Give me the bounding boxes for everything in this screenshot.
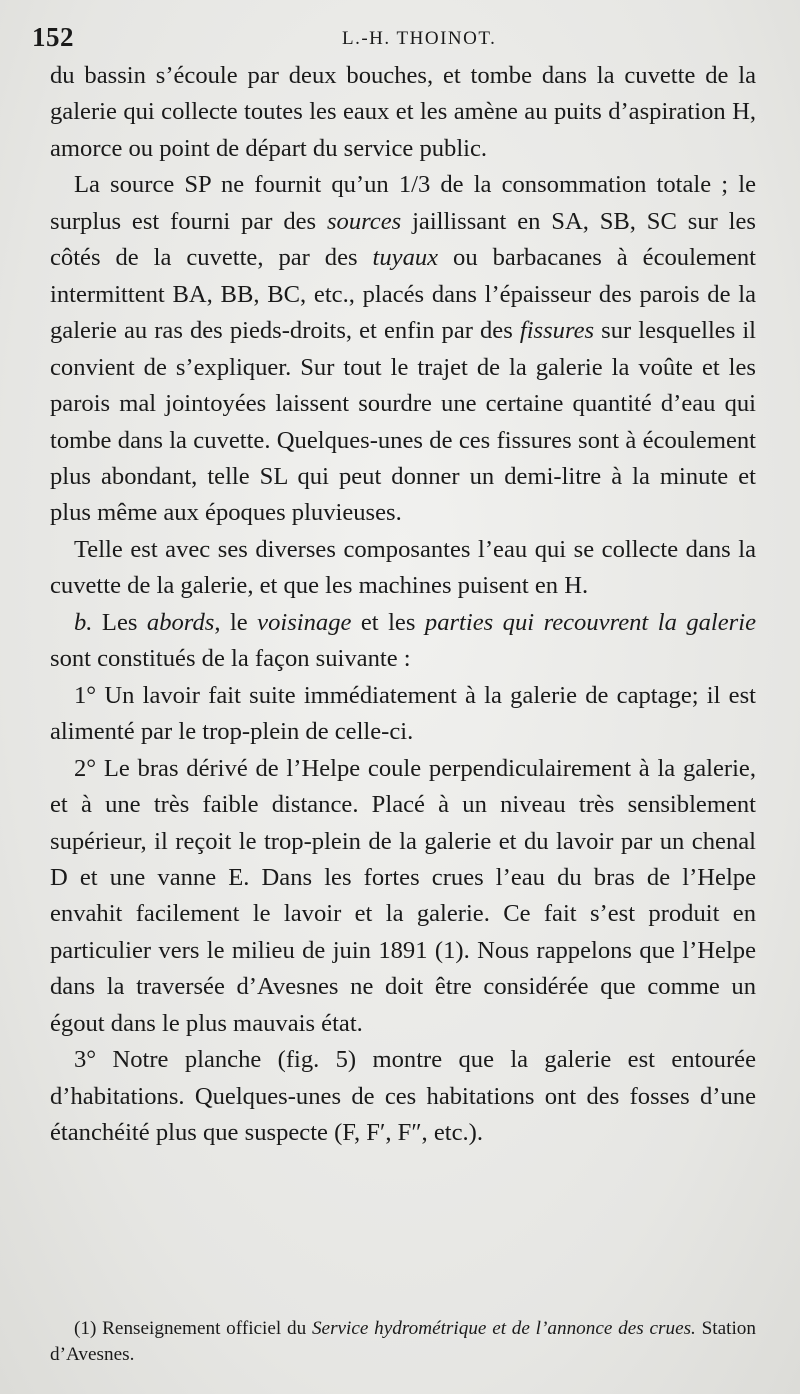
page-number: 152 bbox=[32, 22, 74, 52]
paragraph-2-emphasis-tuyaux: tuyaux bbox=[372, 244, 439, 272]
paragraph-4-text-1: Les bbox=[92, 608, 147, 636]
paragraph-4-emphasis-parties: parties qui recouvrent la galerie bbox=[424, 608, 756, 636]
paragraph-4 bbox=[50, 605, 756, 678]
paragraph-2-emphasis-fissures: fissures bbox=[519, 317, 595, 345]
paragraph-3: Telle est avec ses diverses composantes l’eau qui se collecte dans la cuvette de la galerie, et que les machines puisent en H. bbox=[50, 535, 756, 600]
footnote-text-1: (1) Renseignement officiel du bbox=[74, 1318, 312, 1339]
paragraph-1: du bassin s’écoule par deux bouches, et tombe dans la cuvette de la galerie qui collecte toutes les eaux et les amène au puits d’aspiration H, amorce ou point de départ du service public. bbox=[50, 62, 756, 162]
paragraph-6: 2° Le bras dérivé de l’Helpe coule perpendiculairement à la galerie, et à une très faible distance. Placé à un niveau très sensiblement supérieur, il reçoit le trop-plein de la galerie et du lavoir par un chenal D et une vanne E. Dans les fortes crues l’eau du bras de l’Helpe envahit facilement le lavoir et la galerie. Ce fait s’est produit en particulier vers le milieu de juin 1891 (1). Nous rappelons que l’Helpe dans la traversée d’Avesnes ne doit être considérée que comme un égout dans le plus mauvais état. bbox=[50, 754, 756, 1037]
paragraph-4-text-4: sont constitués de la façon suivante : bbox=[50, 645, 411, 673]
paragraph-4-emphasis-voisinage: voisinage bbox=[257, 608, 352, 636]
paragraph-2-text-4: sur lesquelles il convient de s’expliquer. Sur tout le trajet de la galerie la voûte et les parois mal jointoyées laissent sourdre une certaine quantité d’eau qui tombe dans la cuvette. Quelques-unes de ces fissures sont à écoulement plus abondant, telle SL qui peut donner un demi-litre à la minute et plus même aux époques pluvieuses. bbox=[50, 317, 756, 527]
paragraph-4-emphasis-abords: abords bbox=[146, 608, 215, 636]
body-text bbox=[50, 58, 756, 1152]
paragraph-2 bbox=[50, 167, 756, 532]
footnote-emphasis-service: Service hydrométrique et de l’annonce des crues. bbox=[311, 1318, 696, 1339]
paragraph-7: 3° Notre planche (fig. 5) montre que la galerie est entourée d’habitations. Quelques-unes de ces habitations ont des fosses d’une étanchéité plus que suspecte (F, F′, F″, etc.). bbox=[50, 1046, 756, 1147]
paragraph-5: 1° Un lavoir fait suite immédiatement à la galerie de captage; il est alimenté par le trop-plein de celle-ci. bbox=[50, 681, 756, 746]
paragraph-2-text-3: ou barbacanes à écoulement intermittent BA, BB, BC, etc., placés dans l’épaisseur des parois de la galerie au ras des pieds-droits, et enfin par des bbox=[50, 244, 756, 345]
footnote-text bbox=[50, 1316, 756, 1368]
paragraph-4-text-2: , le bbox=[214, 608, 258, 636]
paragraph-2-text-1: La source SP ne fournit qu’un 1/3 de la consommation totale ; le surplus est fourni par des bbox=[50, 171, 756, 235]
page-header bbox=[32, 22, 760, 62]
footnote-text-2: Station d’Avesnes. bbox=[50, 1318, 756, 1365]
footnote bbox=[50, 1316, 756, 1368]
paragraph-4-marker: b. bbox=[74, 608, 93, 636]
paragraph-4-text-3: et les bbox=[351, 608, 425, 636]
running-head: L.-H. THOINOT. bbox=[342, 28, 497, 49]
paragraph-2-text-2: jaillissant en SA, SB, SC sur les côtés de la cuvette, par des bbox=[50, 207, 756, 272]
paragraph-2-emphasis-sources: sources bbox=[326, 207, 402, 235]
